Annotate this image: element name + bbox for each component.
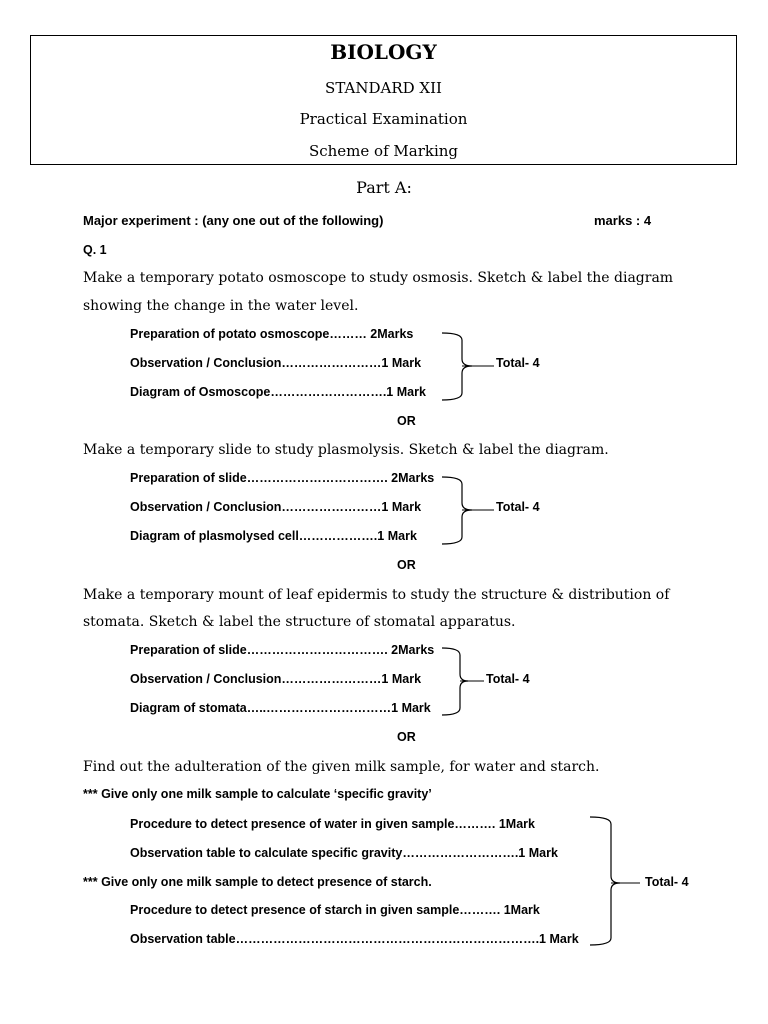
exp3-item2: Observation / Conclusion……………………1 Mark — [130, 672, 422, 686]
exam-title: Practical Examination — [299, 110, 468, 128]
exp2-brace — [440, 474, 500, 549]
standard-label: STANDARD XII — [325, 79, 442, 97]
exp1-item1: Preparation of potato osmoscope……… 2Marks — [130, 327, 414, 341]
major-marks: marks : 4 — [594, 213, 652, 228]
or-3: OR — [397, 730, 416, 744]
exp2-item1: Preparation of slide……………………………. 2Marks — [130, 471, 435, 485]
exp1-item2: Observation / Conclusion……………………1 Mark — [130, 356, 422, 370]
question-label: Q. 1 — [83, 243, 107, 257]
exp4-item3: Procedure to detect presence of starch in given sample………. 1Mark — [130, 903, 540, 917]
or-2: OR — [397, 558, 416, 572]
subject-title: BIOLOGY — [330, 40, 437, 64]
exp4-brace — [588, 815, 644, 950]
exp4-line1: Find out the adulteration of the given milk sample, for water and starch. — [83, 759, 600, 775]
exp1-total: Total- 4 — [496, 356, 540, 370]
scheme-title: Scheme of Marking — [308, 142, 459, 160]
exp3-total: Total- 4 — [486, 672, 530, 686]
exp4-note2: *** Give only one milk sample to detect presence of starch. — [83, 875, 432, 889]
exp4-item2: Observation table to calculate specific gravity……………………….1 Mark — [130, 846, 558, 860]
exp3-item1: Preparation of slide……………………………. 2Marks — [130, 643, 435, 657]
exp3-item3: Diagram of stomata…..…………………………1 Mark — [130, 701, 431, 715]
exp2-item3: Diagram of plasmolysed cell……………….1 Mark — [130, 529, 417, 543]
exp2-line1: Make a temporary slide to study plasmolysis. Sketch & label the diagram. — [83, 442, 609, 458]
exp3-line1: Make a temporary mount of leaf epidermis to study the structure & distribution of — [83, 587, 670, 603]
exp1-brace — [440, 330, 500, 405]
part-title: Part A: — [356, 178, 412, 197]
exp4-total: Total- 4 — [645, 875, 689, 889]
exp3-line2: stomata. Sketch & label the structure of stomatal apparatus. — [83, 614, 516, 630]
exp4-item4: Observation table……………………………………………………………….1 Mark — [130, 932, 579, 946]
exp2-total: Total- 4 — [496, 500, 540, 514]
exp4-note1: *** Give only one milk sample to calculate ‘specific gravity’ — [83, 787, 432, 801]
exp4-item1: Procedure to detect presence of water in given sample………. 1Mark — [130, 817, 535, 831]
exp1-line2: showing the change in the water level. — [83, 298, 359, 314]
exp2-item2: Observation / Conclusion……………………1 Mark — [130, 500, 422, 514]
or-1: OR — [397, 414, 416, 428]
exp1-line1: Make a temporary potato osmoscope to study osmosis. Sketch & label the diagram — [83, 270, 674, 286]
major-heading: Major experiment : (any one out of the following) — [83, 213, 384, 228]
exp3-brace — [440, 645, 490, 720]
exp1-item3: Diagram of Osmoscope……………………….1 Mark — [130, 385, 426, 399]
